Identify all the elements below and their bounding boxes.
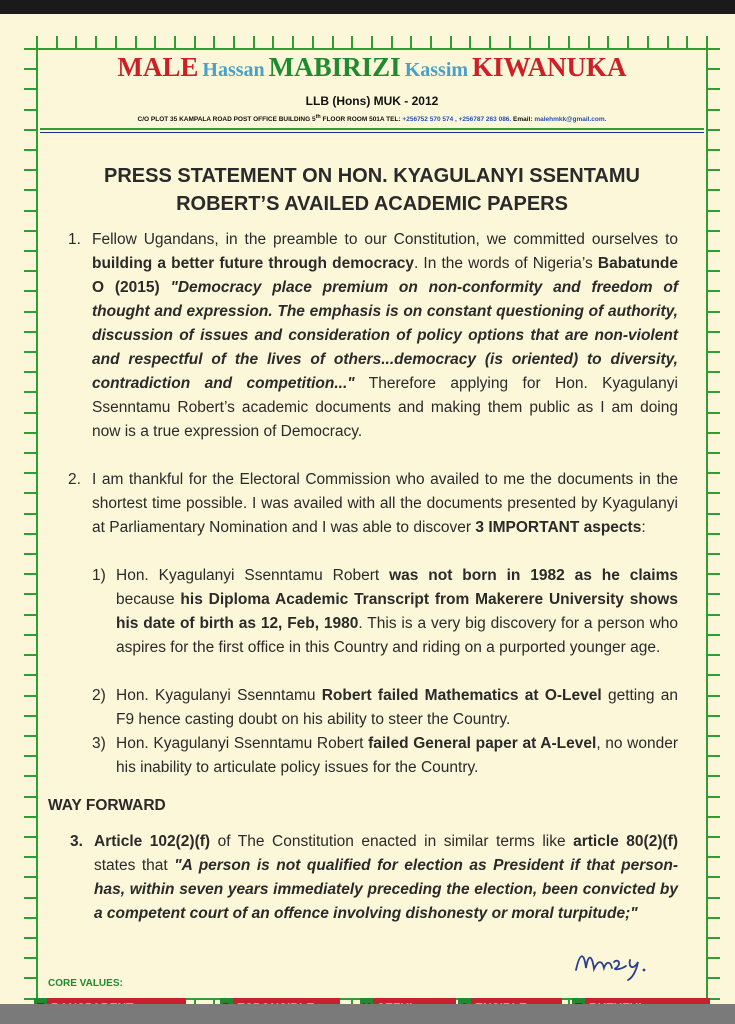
text: . In the words of Nigeria’s: [413, 255, 598, 272]
border-tick: [24, 533, 36, 535]
border-tick: [24, 492, 36, 494]
border-tick: [708, 311, 720, 313]
border-tick: [75, 36, 77, 48]
border-tick: [708, 755, 720, 757]
border-tick: [24, 169, 36, 171]
border-tick: [24, 472, 36, 474]
border-tick: [24, 836, 36, 838]
email: malehmkk@gmail.com.: [532, 116, 607, 124]
border-tick: [708, 775, 720, 777]
border-tick: [24, 735, 36, 737]
text: Fellow Ugandans, in the preamble to our Constitution, we committed ourselves to: [92, 231, 678, 248]
border-tick: [708, 169, 720, 171]
border-tick: [708, 432, 720, 434]
border-tick: [135, 36, 137, 48]
bold-text: was not born in 1982 as he claims: [389, 567, 678, 584]
bold-text: article 80(2)(f): [573, 833, 678, 850]
border-tick: [410, 36, 412, 48]
text: Hon. Kyagulanyi Ssenntamu: [116, 687, 322, 704]
border-tick: [24, 189, 36, 191]
border-tick: [708, 957, 720, 959]
address-line: [40, 114, 704, 123]
border-tick: [708, 816, 720, 818]
border-tick: [708, 109, 720, 111]
paragraph-3: [70, 830, 678, 926]
border-tick: [708, 68, 720, 70]
border-tick: [24, 88, 36, 90]
text: . This is a very big discovery for a person who aspires for the first office in this Country and riding on a purported younger age.: [116, 615, 679, 656]
border-tick: [708, 533, 720, 535]
sub-point-number: 2): [92, 687, 106, 704]
text: of The Constitution enacted in similar terms like: [210, 833, 574, 850]
paragraph-2: [68, 468, 678, 540]
border-tick: [708, 149, 720, 151]
header-rule: [40, 128, 704, 130]
border-tick: [24, 109, 36, 111]
name-part: Hassan: [202, 59, 265, 81]
border-tick: [56, 36, 58, 48]
name-part: Kassim: [404, 59, 469, 81]
border-tick: [708, 715, 720, 717]
border-tick: [95, 36, 97, 48]
border-tick: [24, 977, 36, 979]
border-ticks-right: [708, 48, 720, 1000]
border-tick: [708, 270, 720, 272]
border-tick: [708, 796, 720, 798]
border-tick: [24, 634, 36, 636]
address-rest: FLOOR ROOM 501A TEL:: [320, 116, 401, 124]
bold-text: Article 102(2)(f): [94, 833, 211, 850]
border-tick: [24, 149, 36, 151]
name-part: MALE: [117, 52, 199, 82]
border-tick: [115, 36, 117, 48]
border-tick: [708, 331, 720, 333]
border-tick: [708, 250, 720, 252]
border-tick: [24, 48, 36, 50]
border-tick: [24, 210, 36, 212]
text: [160, 279, 171, 296]
border-tick: [24, 230, 36, 232]
border-tick: [312, 36, 314, 48]
border-tick: [708, 230, 720, 232]
border-tick: [24, 513, 36, 515]
bold-text: failed General paper at A-Level: [368, 735, 597, 752]
border-tick: [24, 917, 36, 919]
border-tick: [351, 36, 353, 48]
border-ticks-left: [24, 48, 36, 1000]
border-tick: [24, 351, 36, 353]
border-tick: [627, 36, 629, 48]
bold-text: his Diploma Academic Transcript from Makerere University shows his date of birth as 12, Feb, 1980: [116, 591, 678, 632]
border-tick: [24, 897, 36, 899]
border-tick: [24, 593, 36, 595]
border-tick: [529, 36, 531, 48]
border-tick: [708, 129, 720, 131]
paragraph-number: 2.: [68, 471, 81, 488]
border-tick: [24, 654, 36, 656]
border-tick: [708, 695, 720, 697]
border-tick: [708, 897, 720, 899]
border-tick: [708, 674, 720, 676]
quotation: "Democracy place premium on non-conformity and freedom of thought and expression. The emphasis is on constant questioning of authority, discussion of issues and consideration of policy options that are non-violent and respectful of the lives of others...democracy (is oriented) to diversity, contradiction and competition...": [92, 279, 679, 392]
border-tick: [708, 391, 720, 393]
border-tick: [24, 290, 36, 292]
border-tick: [686, 36, 688, 48]
border-tick: [708, 836, 720, 838]
address-sup: th: [315, 114, 321, 120]
sub-point-number: 3): [92, 735, 106, 752]
border-tick: [213, 36, 215, 48]
border-tick: [24, 68, 36, 70]
border-tick: [708, 48, 720, 50]
border-tick: [708, 614, 720, 616]
border-tick: [667, 36, 669, 48]
border-tick: [708, 189, 720, 191]
border-tick: [253, 36, 255, 48]
border-tick: [24, 775, 36, 777]
border-tick: [24, 250, 36, 252]
document-title: [40, 162, 704, 218]
border-tick: [706, 36, 708, 48]
text: Hon. Kyagulanyi Ssenntamu Robert: [116, 567, 390, 584]
border-tick: [708, 452, 720, 454]
border-tick: [233, 36, 235, 48]
border-tick: [24, 331, 36, 333]
border-tick: [24, 614, 36, 616]
border-tick: [708, 654, 720, 656]
border-tick: [24, 755, 36, 757]
text: , no wonder his inability to articulate policy issues for the Country.: [116, 735, 678, 776]
core-values-label: CORE VALUES:: [48, 978, 123, 989]
border-tick: [489, 36, 491, 48]
border-tick: [708, 492, 720, 494]
sub-point-2: [92, 684, 678, 732]
border-tick: [174, 36, 176, 48]
border-tick: [24, 412, 36, 414]
border-tick: [24, 432, 36, 434]
address: C/O PLOT 35 KAMPALA ROAD POST OFFICE BUILDING 5: [137, 116, 316, 124]
bold-text: building a better future through democracy: [92, 255, 414, 272]
qualification: LLB (Hons) MUK - 2012: [305, 94, 439, 108]
border-tick: [469, 36, 471, 48]
way-forward-heading: WAY FORWARD: [48, 797, 166, 814]
border-tick: [568, 36, 570, 48]
text: :: [641, 519, 646, 536]
border-tick: [24, 856, 36, 858]
border-tick: [708, 472, 720, 474]
border-tick: [272, 36, 274, 48]
sub-point-3: [92, 732, 678, 780]
border-tick: [430, 36, 432, 48]
border-tick: [24, 957, 36, 959]
border-tick: [708, 88, 720, 90]
border-tick: [24, 876, 36, 878]
handwritten-signature: [572, 942, 662, 982]
border-tick: [24, 816, 36, 818]
border-tick: [647, 36, 649, 48]
border-tick: [708, 371, 720, 373]
border-tick: [24, 715, 36, 717]
name-part: KIWANUKA: [472, 52, 627, 82]
border-tick: [24, 695, 36, 697]
border-tick: [24, 796, 36, 798]
border-tick: [24, 553, 36, 555]
bottom-shadow: [0, 1004, 735, 1024]
border-tick: [588, 36, 590, 48]
border-tick: [708, 412, 720, 414]
border-tick: [24, 129, 36, 131]
border-tick: [332, 36, 334, 48]
email-label: Email:: [511, 116, 533, 124]
border-tick: [708, 876, 720, 878]
border-tick: [24, 674, 36, 676]
border-tick: [24, 452, 36, 454]
border-tick: [548, 36, 550, 48]
border-tick: [708, 856, 720, 858]
letterhead-name: [40, 52, 704, 83]
border-tick: [371, 36, 373, 48]
border-tick: [708, 573, 720, 575]
border-tick: [24, 270, 36, 272]
border-tick: [708, 290, 720, 292]
border-tick: [708, 593, 720, 595]
border-tick: [708, 917, 720, 919]
border-tick: [708, 210, 720, 212]
text: states that: [94, 857, 175, 874]
border-tick: [509, 36, 511, 48]
name-part: MABIRIZI: [268, 52, 401, 82]
border-tick: [708, 937, 720, 939]
sub-point-1: [92, 564, 678, 660]
border-tick: [36, 36, 38, 48]
bold-text: Robert failed Mathematics at O-Level: [321, 687, 602, 704]
border-tick: [24, 311, 36, 313]
text: because: [116, 591, 181, 608]
sub-point-number: 1): [92, 567, 106, 584]
border-tick: [154, 36, 156, 48]
border-tick: [194, 36, 196, 48]
paragraph-number: 1.: [68, 231, 81, 248]
border-tick: [708, 977, 720, 979]
letter-page: [0, 14, 735, 1024]
border-ticks-top: [36, 36, 708, 48]
top-bar: [0, 0, 735, 14]
text: I am thankful for the Electoral Commission who availed to me the documents in the shortest time possible. I was availed with all the documents presented by Kyagulanyi at Parliamentary Nomination and I was able to discover: [92, 471, 678, 536]
border-tick: [391, 36, 393, 48]
border-tick: [607, 36, 609, 48]
border-tick: [450, 36, 452, 48]
text: getting an F9 hence casting doubt on his ability to steer the Country.: [116, 687, 678, 728]
border-tick: [292, 36, 294, 48]
telephone: +256752 570 574 , +256787 263 086.: [400, 116, 512, 124]
text: Therefore applying for Hon. Kyagulanyi Ssenntamu Robert’s academic documents and making them public as I am doing now is a true expression of Democracy.: [92, 375, 678, 440]
border-tick: [24, 937, 36, 939]
border-tick: [708, 735, 720, 737]
paragraph-number: 3.: [70, 833, 83, 850]
border-tick: [24, 391, 36, 393]
text: Hon. Kyagulanyi Ssenntamu Robert: [116, 735, 369, 752]
paragraph-1: [68, 228, 678, 444]
border-tick: [708, 553, 720, 555]
quotation: "A person is not qualified for election as President if that person- has, within seven years immediately preceding the election, been convicted by a competent court of an offence involving dishonesty or moral turpitude;": [94, 857, 678, 922]
border-tick: [24, 573, 36, 575]
border-tick: [24, 371, 36, 373]
title-line-1: PRESS STATEMENT ON HON. KYAGULANYI SSENTAMU: [104, 165, 640, 187]
bold-text: Babatunde O (2015): [92, 255, 678, 296]
border-tick: [708, 351, 720, 353]
header-rule-thin: [40, 132, 704, 133]
border-tick: [708, 513, 720, 515]
bold-text: 3 IMPORTANT aspects: [475, 519, 642, 536]
title-line-2: ROBERT’S AVAILED ACADEMIC PAPERS: [176, 193, 568, 215]
border-tick: [708, 634, 720, 636]
